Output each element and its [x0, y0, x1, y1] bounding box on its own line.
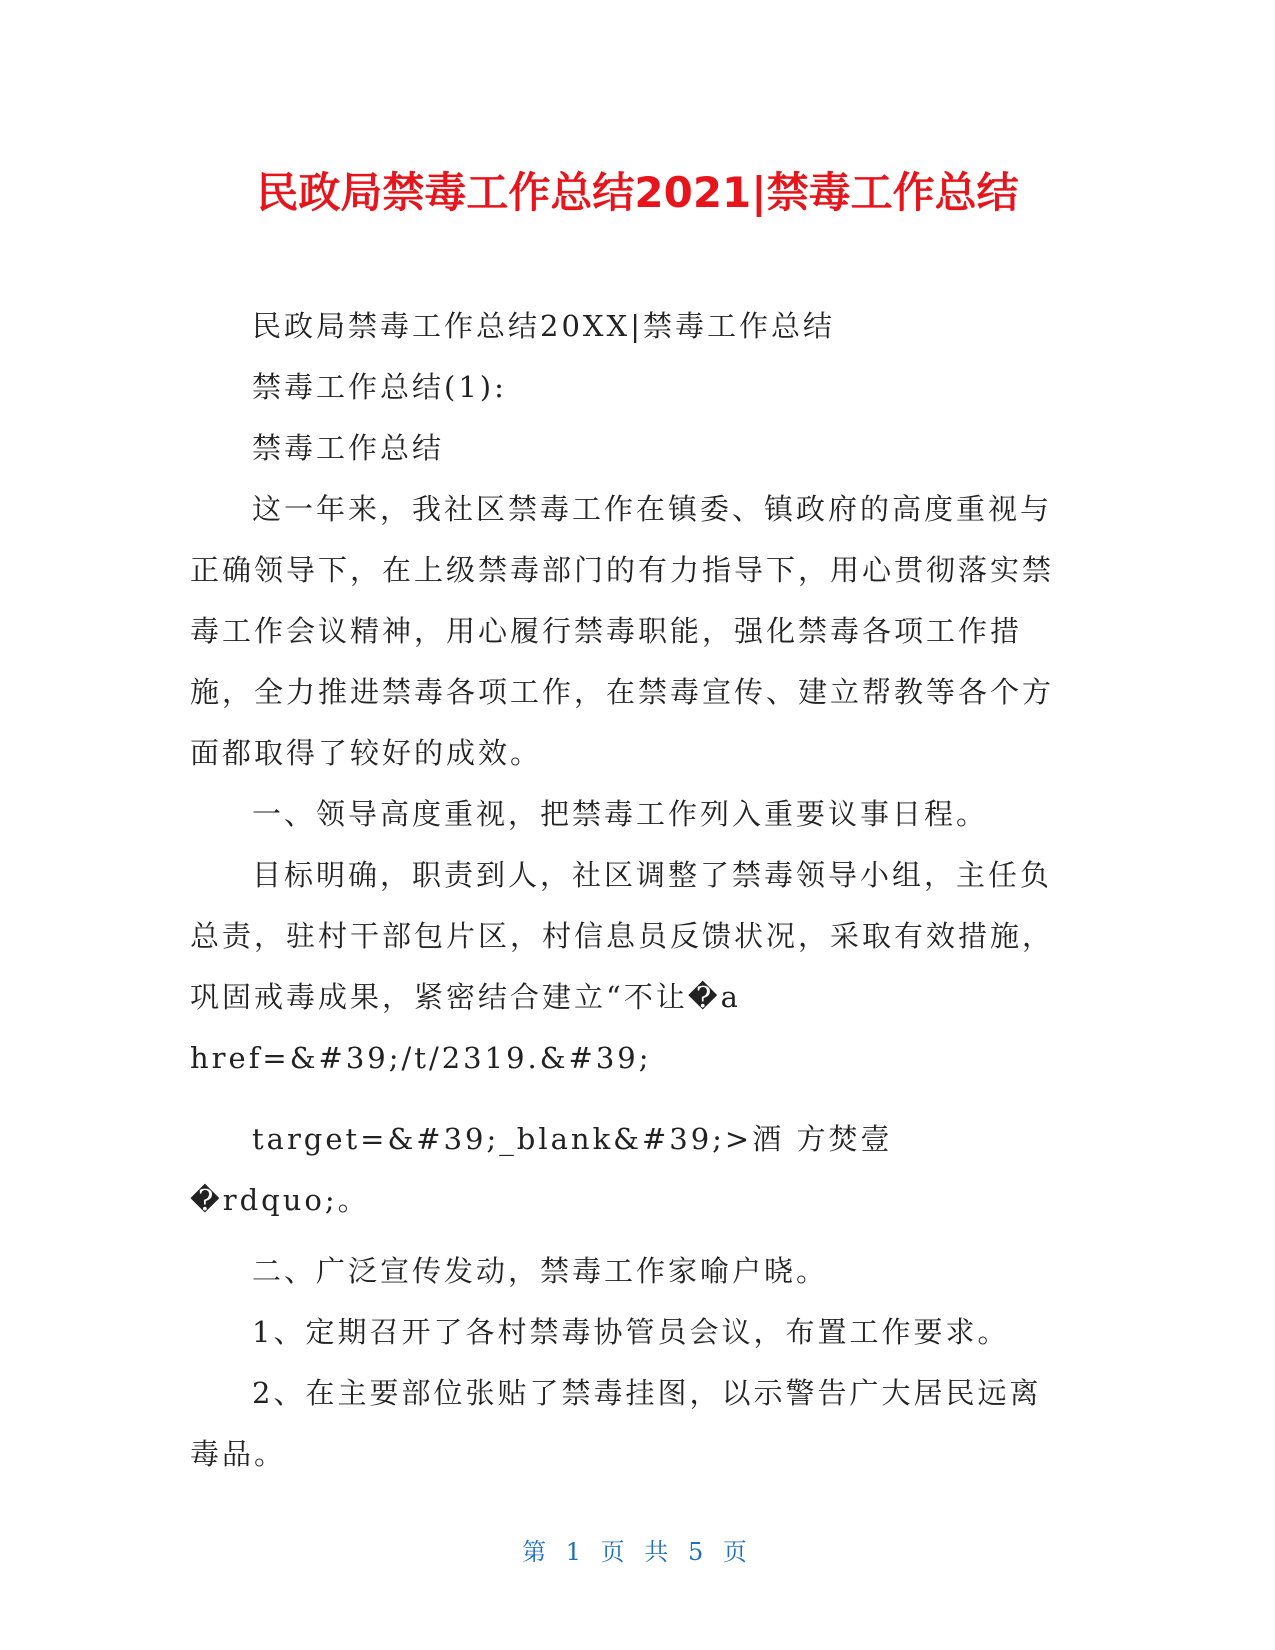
paragraph-heading: 禁毒工作总结 — [252, 431, 445, 465]
paragraph-intro: 这一年来，我社区禁毒工作在镇委、镇政府的高度重视与正确领导下，在上级禁毒部门的有力指导下，用心贯彻落实禁毒工作会议精神，用心履行禁毒职能，强化禁毒各项工作措施，全力推进禁毒各项工作，在禁毒宣传、建立帮教等各个方面都取得了较好的成效。 — [190, 492, 1055, 770]
paragraph-goals: 目标明确，职责到人，社区调整了禁毒领导小组，主任负总责，驻村干部包片区，村信息员反馈状况，采取有效措施，巩固戒毒成果，紧密结合建立“不让�a href=&#39;/t/2319.&#39; — [190, 858, 1055, 1075]
document-body — [190, 296, 1070, 1485]
page-number-indicator: 第 1 页 共 5 页 — [522, 1538, 753, 1566]
paragraph-point-one: 一、领导高度重视，把禁毒工作列入重要议事日程。 — [252, 797, 989, 831]
paragraph-section-heading: 禁毒工作总结(1): — [252, 370, 507, 404]
paragraph-subtitle: 民政局禁毒工作总结20XX|禁毒工作总结 — [252, 309, 835, 343]
paragraph-item-one: 1、定期召开了各村禁毒协管员会议，布置工作要求。 — [252, 1315, 1010, 1349]
document-title: 民政局禁毒工作总结2021|禁毒工作总结 — [256, 168, 1019, 217]
paragraph-point-two: 二、广泛宣传发动，禁毒工作家喻户晓。 — [252, 1254, 829, 1288]
paragraph-garbled-link: target=&#39;_blank&#39;>酒 方焚壹�rdquo;。 — [190, 1122, 893, 1217]
paragraph-item-two: 2、在主要部位张贴了禁毒挂图，以示警告广大居民远离毒品。 — [190, 1376, 1042, 1471]
